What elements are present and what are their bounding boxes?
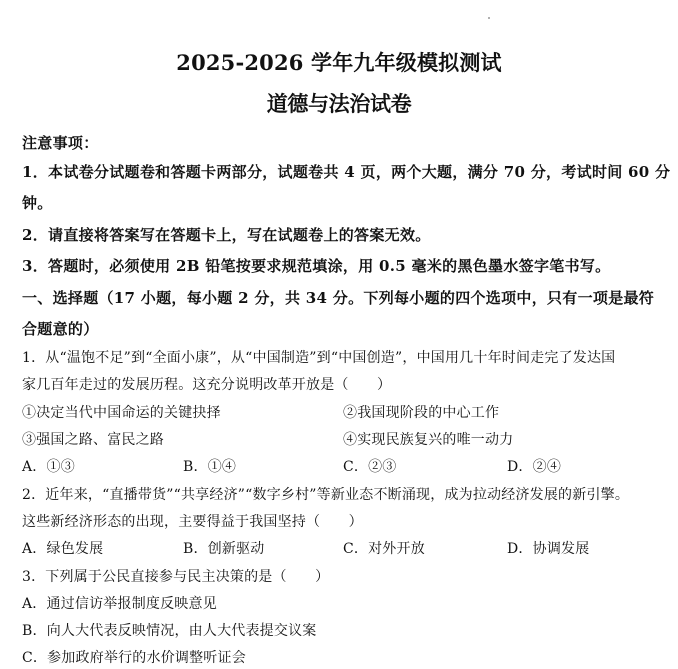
- question-1-statement-3: ③强国之路、富民之路: [22, 432, 164, 448]
- question-1-option-a: A．①③: [22, 459, 75, 475]
- notice-item-1-cont: 钟。: [22, 194, 53, 212]
- question-3-option-a: A．通过信访举报制度反映意见: [22, 596, 217, 612]
- question-2-option-d: D．协调发展: [507, 541, 590, 557]
- question-1-option-c: C．②③: [343, 459, 397, 475]
- question-3-stem: 3．下列属于公民直接参与民主决策的是（ ）: [22, 569, 330, 585]
- question-1-statement-2: ②我国现阶段的中心工作: [343, 405, 500, 421]
- question-1-statement-1: ①决定当代中国命运的关键抉择: [22, 405, 221, 421]
- section-heading-cont: 合题意的）: [22, 320, 99, 338]
- question-1-stem-cont: 家几百年走过的发展历程。这充分说明改革开放是（ ）: [22, 377, 392, 393]
- section-heading: 一、选择题（17 小题，每小题 2 分，共 34 分。下列每小题的四个选项中，只有一项是最符: [22, 289, 655, 307]
- exam-title: 2025-2026 学年九年级模拟测试: [176, 50, 502, 75]
- question-2-stem-cont: 这些新经济形态的出现，主要得益于我国坚持（ ）: [22, 514, 363, 530]
- question-2-option-c: C．对外开放: [343, 541, 425, 557]
- question-2-stem: 2．近年来，“直播带货”“共享经济”“数字乡村”等新业态不断涌现，成为拉动经济发展的新引擎。: [22, 487, 630, 503]
- notice-item-1: 1．本试卷分试题卷和答题卡两部分，试题卷共 4 页，两个大题，满分 70 分，考试时间 60 分: [22, 163, 671, 181]
- question-1-statement-4: ④实现民族复兴的唯一动力: [343, 432, 514, 448]
- exam-subject: 道德与法治试卷: [266, 91, 412, 116]
- question-2-option-a: A．绿色发展: [22, 541, 104, 557]
- question-1-stem: 1．从“温饱不足”到“全面小康”，从“中国制造”到“中国创造”，中国用几十年时间走完了发达国: [22, 350, 616, 366]
- question-2-option-b: B．创新驱动: [183, 541, 265, 557]
- notice-item-2: 2．请直接将答案写在答题卡上，写在试题卷上的答案无效。: [22, 226, 431, 244]
- scan-speck: [488, 17, 490, 19]
- question-3-option-b: B．向人大代表反映情况，由人大代表提交议案: [22, 623, 317, 639]
- question-1-option-b: B．①④: [183, 459, 237, 475]
- question-3-option-c: C．参加政府举行的水价调整听证会: [22, 650, 246, 666]
- notice-heading: 注意事项：: [22, 134, 99, 152]
- notice-item-3: 3．答题时，必须使用 2B 铅笔按要求规范填涂，用 0.5 毫米的黑色墨水签字笔书写。: [22, 257, 611, 275]
- question-1-option-d: D．②④: [507, 459, 562, 475]
